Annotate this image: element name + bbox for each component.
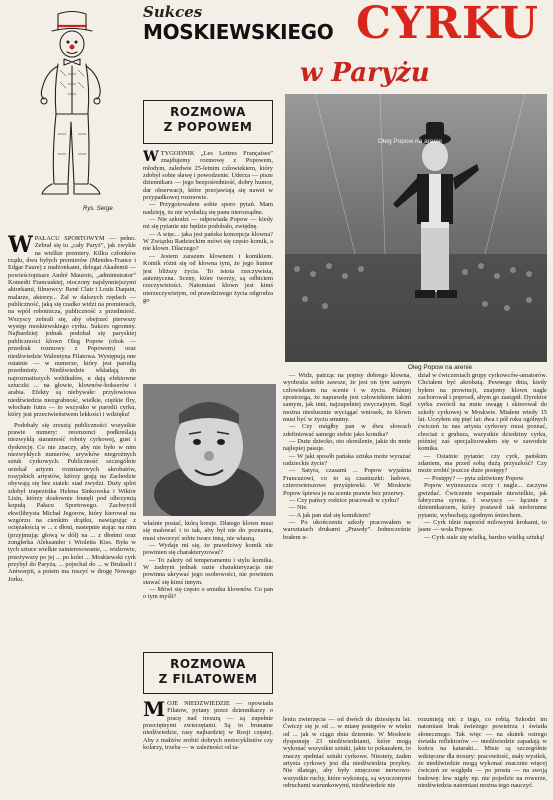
col3-qa-7: — Nie. bbox=[289, 504, 308, 512]
clown-illustration bbox=[8, 4, 133, 219]
col3-qa-6: — Czy pańscy rodzice pracowali w cyrku? bbox=[289, 496, 400, 504]
col2b-qa-2: — To zależy od temperamentu i stylu komika. W żadnym jednak razie charakteryzacja nie powinna ukrywać jego osobowości, nie powinien stawać się kimś innym. bbox=[143, 556, 273, 586]
clown-portrait-icon bbox=[143, 384, 276, 516]
box-filatow-line1: ROZMOWA bbox=[170, 657, 246, 671]
col3-qa-9: — Po ukończeniu szkoły pracowałem w warsztatach drukarni „Prawdy”. Jednocześnie brałem u- bbox=[283, 518, 411, 541]
col4-qa-3: Popow wytrzeszcza oczy i nagle... zaczyna gwizdać. Ćwiczenie wspaniałe niewielkie, jak fabryczna syrena. I wszyscy — łącznie z dziennikarzem, który postawił tak nieforunne pytanie, wybuchają zgodnym śmiechem. bbox=[418, 482, 547, 519]
dropcap-m: M bbox=[143, 700, 166, 721]
box-popow-line2: Z POPOWEM bbox=[163, 120, 253, 134]
dropcap-w: W bbox=[8, 235, 33, 258]
filatow-column-3 bbox=[283, 716, 411, 796]
section-box-filatow bbox=[143, 652, 273, 694]
col4-qa-4: — Cyrk idzie naprzód milowymi krokami, to jasne — woła Popow. bbox=[418, 518, 547, 534]
popow-portrait-photo bbox=[143, 384, 276, 516]
col2-qa-1: — Przygotowałem sobie sporo pytań. Mam nadzieję, że nie wydadzą się panu nierozsądne. bbox=[143, 201, 273, 216]
illustration-credit: Rys. Serge bbox=[83, 206, 113, 212]
filatow-column-2 bbox=[143, 700, 273, 796]
header-title-part2: CYRKU bbox=[356, 0, 540, 49]
box-popow-line1: ROZMOWA bbox=[170, 105, 246, 119]
filatow-col3-text: lentu zwierzęcia — od dwóch do dziesięciu lat. Ćwiczy się je od ... w miarę postępów w wieku od ... jak w ciągu dnia dziennie. W Moskwie dysponuję 23 niedźwiedziami, które mogą wykonać wszystkie sztuki, jakie to pokazałem, to znaczy spełniać sztuki cyrkowe. Niestety, żaden artysta cyrkowy jest dla niedźwiedzia przykry. Nie dlatego, aby były zmęczone nerwowo: wszystkie ruchy, które wykonują, są wyuczonymi odruchami warunkowymi, niedźwiedzie nie bbox=[283, 716, 411, 790]
col3-qa-2: — Czy mógłby pan w dwu słowach zdefiniować samego siebie jako komika? bbox=[283, 423, 411, 438]
filatow-col4-text: rozumieją nic z tego, co robią. Szkodzi im natomiast brak świeżego powietrza i światła słonecznego. Tak więc — na skutek ostrego światła reflektorów — niedźwiedzie zapadają w końcu na katarakt... Misie są szczególnie wdzięczne dla tresury: pracowitość, stały wysiłek, że niedźwiedzie mogą wykonać znacznie więcej ćwiczeń ze względu — po prostu — na swoją budowę: lew nigdy np. nie pojedzie na rowerze, niedźwiedzia natomiast można tego nauczyć. bbox=[418, 716, 547, 790]
col4-qa-1: — Ostatnie pytanie: czy cyrk, pańskim zdaniem, ma przed sobą dużą przyszłość? Czy może zrobić jeszcze duże postępy? bbox=[418, 452, 547, 475]
col4-text: dział w ćwiczeniach grupy cyrkowców-amatorów. Chciałem być akrobatą. Pewnego dnia, kiedy byłem na prowincji, znajomy klown nagle zachorował i poprosił, abym go zastąpił. Dyrektor cyrku zwrócił na mnie uwagę i skierował do szkoły cyrkowej w Moskwie. Miałem wtedy 15 lat. Uczyłem się pięć lat: dwa i pół roku ogólnych ćwiczeń tu nas artysta cyrkowy musi poznać, chociaż z grubsza, wszystkie dziedziny cyrku, później zaś specjalizowałem się w zawodzie komika. bbox=[418, 372, 547, 453]
filatow-col2-text: OJE NIEDŹWIEDZIE — opowiada Filatow, pytany przez dziennikarzy o pracę nad tresurą — są zupełnie przeciętnymi zwierzętami. Są to brunatne niedźwiedzie, rasy najbardziej w Rosji częstej. Aby z małżów zrobić dobrych motocyklistów czy kolarzy, trzeba — w zależności od ta- bbox=[143, 700, 273, 752]
box-filatow-line2: Z FILATOWEM bbox=[158, 672, 258, 686]
col3-qa-1: — Widz, patrząc na popisy dobrego klowna, wyobraża sobie zawsze, że jest on tym samym człowiekiem na scenie i w życiu. Później spostrzega, że naprawdę jest człowiekiem takim samym, jak inni, najzupełniej zwyczajnym. Stąd można nieslusznie wyciągać wniosek, że klown musi być w życiu smutny. bbox=[283, 372, 411, 424]
article-column-1 bbox=[8, 235, 136, 790]
filatow-column-4 bbox=[418, 716, 547, 796]
col2b-qa-3: — Mówi się często o smutku klownów. Co pan o tym myśli? bbox=[143, 586, 273, 601]
col1-text2: Podobały się zresztą publiczności wszystkie prawie numery: recenzenci podkreślają niezwykłą staranność roboty cyrkowej, gust i dyskrecję. Co nie znaczy, aby nie było w nim niezwykłych numerów, urywków niegrożnych sztuk cyrkowych. Publiczność szczególnie urzekał artyzm rozmiarowych akrobatów, rosyjskich artystów, którzy grają na Zachodzie obywają się bez siatek: siad zwydzi. Duży splot zdobył trapezistka Helena Sinkowska i Wiktor Lisin, którzy dosłownie frunęli pod olbrzymią kopułą Pałacu Sportowego. Zachwycił ekwilibrysta Michał Jegorow, który kierował na wzgórzu na cienkim drążku, nawiązując z ociężałością w ... z dłoni, nastepnie stając na nim (przyjmując głową w dół) na ... z dłońmi oraz żonglerka Aleksander i Wioletta Kiss. Była w tych sztuce wielkie zainteresowanie, ... widzowie, przeżywszy po jej ... po kolei ... Moskiewski cyrk przybył do Paryża, ... pojechał do ... w Brukseli i Antwerpii, a potem ma ruszyć w drogę Nowego Jorku. bbox=[8, 421, 136, 583]
main-photo bbox=[285, 94, 547, 362]
circus-arena-photo-icon bbox=[285, 94, 547, 362]
col2-qa-4: — Jestem zarazem klownem i komikiem. Komik różni się od klowna tym, że jego humor jest bliższy życia. To istota rzeczywista, autentyczna. Sceny, które tworzy, są odbiciem rzeczywistości. Natomiast klown jest kimś nierzeczywistym, od prawdziwego życia odgrodza go bbox=[143, 252, 273, 304]
main-photo-top-caption: Oleg Popow na arenie bbox=[377, 138, 443, 145]
col2b-text: właśnie postać, którą kreuje. Dlatego klown musi się malować i to tak, aby był nie do poznania, musi stworzyć sobie twarz inną, nie własną. bbox=[143, 520, 273, 542]
header-kicker: Sukces bbox=[143, 3, 203, 21]
col3-qa-8: — A jak pan stał się komikiem? bbox=[289, 511, 371, 519]
col2-lead: TYGODNIK „Les Lettres Françaises” znajdujemy rozmowę z Popowem, młodym, zaledwie 25-letnim człowiekiem, który zdobył sobie sławę i powodzenie. Uderza — pisze dziennikarz — jego bezpośredniość, dobry humor, dar obserwacji, które przejawiają się nawet w przypadkowej rozmowie. bbox=[143, 150, 273, 202]
article-column-2b bbox=[143, 520, 273, 640]
header-subtitle: w Paryżu bbox=[300, 58, 430, 88]
col3-qa-5: — Satyra, czasami ... Popow wyjaśnia Francuzowi, co to są czastuszki: ludowe, czterowierszowe przyśpiewki. W Moskwie Popow śpiewa je na scenie prawie bez przerwy. bbox=[283, 467, 411, 497]
clown-drawing-icon bbox=[8, 4, 133, 219]
main-photo-bottom-caption: Oleg Popow na arenie bbox=[407, 364, 473, 371]
col3-qa-3: — Duże dziecko, oto określenie, jakie do mnie najlepiej pasuje. bbox=[283, 438, 411, 453]
col2-qa-2: — Nie szkodzi — odpowiada Popow — kiedy mi się pytanie nie będzie podobało, zwiędnę. bbox=[143, 216, 273, 231]
col3-qa-4: — W jaki sposób pańska sztuka może wyrażać radzieckie życie? bbox=[283, 452, 411, 468]
section-box-popow bbox=[143, 100, 273, 144]
col4-qa-5: — Cyrk stale się wielką, bardzo wielką sztuką! bbox=[424, 533, 545, 541]
col4-qa-2: — Postępy? — pyta zdziwiony Popow. bbox=[424, 474, 525, 482]
article-column-3 bbox=[283, 372, 411, 712]
article-column-4 bbox=[418, 372, 547, 712]
header-title-part1: MOSKIEWSKIEGO bbox=[143, 20, 334, 44]
article-column-2: WTYGODNIK „Les Lettres Françaises” znajdujemy rozmowę z Popowem, młodym, zaledwie 25-letnim człowiekiem, który zdobył sobie sławę i powodzenie. Uderza — pisze dziennikarz — jego bezpośredniość, dobry humor, dar obserwacji, które przejawiają się nawet w przypadkowej rozmowie. — Przygotowałem sobie sporo pytań. Mam nadzieję, że nie wydadzą się panu nierozsądne. — Nie szkodzi — odpowiada Popow — kiedy mi się pytanie nie będzie podobało, zwiędnę. — A więc... jaka jest pańska koncepcja klowna? W Związku Radzieckim mówi się często komik, a nie klown. Dlaczego? — Jestem zarazem klownem i komikiem. Komik różni się od klowna tym, że jego humor jest bliższy życia. To istota rzeczywista, autentyczna. Sceny, które tworzy, są odbiciem rzeczywistości. Natomiast klown jest kimś nierzeczywistym, od prawdziwego życia odgrodza go bbox=[143, 150, 273, 304]
col2-qa-3: — A więc... jaka jest pańska koncepcja klowna? W Związku Radzieckim mówi się często komik, a nie klown. Dlaczego? bbox=[143, 230, 273, 253]
col1-text: PAŁACU SPORTOWYM — pełno. Zebrał się tu „cały Paryż”, jak zwykle na wielkie premiery. Kilku członków rządu, dwu byłych premierów (Mendes-France i Edgar Faure) z małżonkami, delegat Akademii — powieściopisarz André Maurois, „administrator” Komedii Francuskiej, otoczony najsłynniejszymi aktorkami, filmowcy: René Clair i Louis Daquin, malarze, aktorzy... Żal w dalszych rzędach — publiczność, jaką się rzadko widzi na premierach, na wpół robotnicza, publiczność z przedmieść. Wszyscy zebrali się, aby obejrzeć pierwszy występ moskiewskiego cyrku. Sukces ogromny. Najbardziej jednak podobał się paryskiej publiczności klown Oleg Popow (obok — przedruk rozmowy z Popowem) oraz niedźwiedzie Walentyna Filatowa. Występują one ostatnie — w numerze, który jest parodią przedmioty. Niedźwiedzie wkładają do najrozmaitszych wehikułów, u dają efektowne sztuczki ... na głowie, klownów-bokserów i arabia. Efekty są niebywałe: przyłowiowa niedźwiedzia niezgrabność, wielkie, ciężkie flry, włochate futra — to wszystko w parodii cyrku, który jest przeciwieństwem lekkości i wdzięku! bbox=[8, 235, 136, 419]
col2b-qa-1: — Wydaje mi się, że prawdziwy komik nie powinien się charakteryzować? bbox=[143, 542, 273, 557]
